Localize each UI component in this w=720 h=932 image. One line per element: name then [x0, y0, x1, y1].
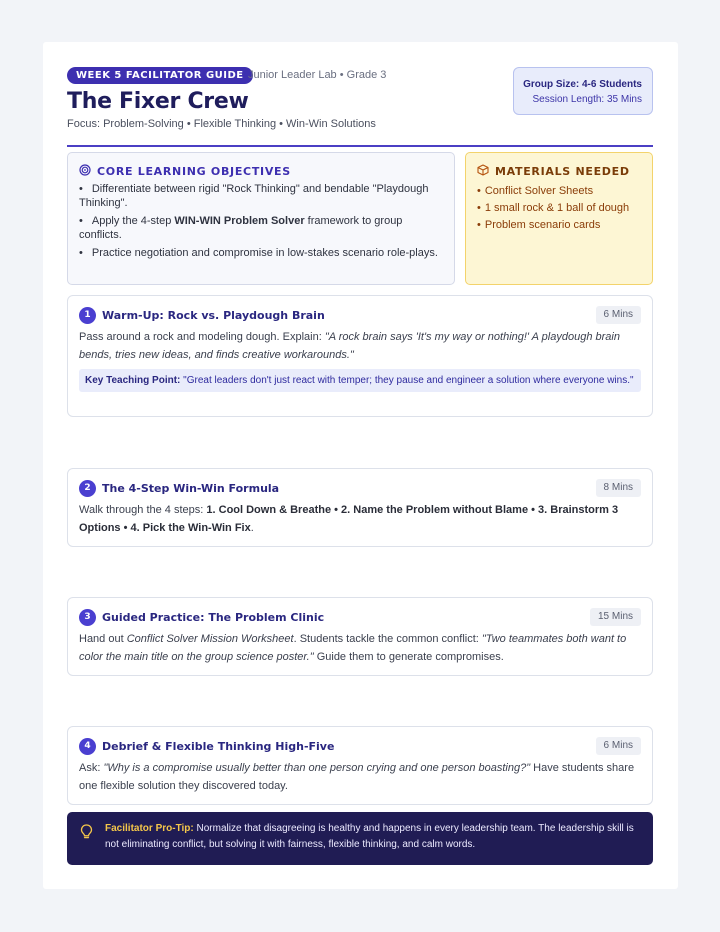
objective-item: • Practice negotiation and compromise in low-stakes scenario role-plays.	[79, 246, 443, 260]
duration-badge: 15 Mins	[590, 608, 641, 626]
duration-badge: 6 Mins	[596, 306, 641, 324]
activity-title: Debrief & Flexible Thinking High-Five	[102, 739, 335, 753]
target-icon	[79, 163, 91, 181]
program-label: Junior Leader Lab • Grade 3	[248, 69, 387, 81]
page-header	[67, 67, 653, 147]
key-teaching-point: Key Teaching Point: "Great leaders don't just react with temper; they pause and engineer a solution where everyone wins."	[79, 369, 641, 392]
activity-card-3	[67, 597, 653, 676]
page-title: The Fixer Crew	[67, 89, 249, 114]
activity-card-1	[67, 295, 653, 417]
session-info-box	[513, 67, 653, 115]
material-item: • Conflict Solver Sheets	[477, 183, 641, 200]
activity-card-2	[67, 468, 653, 547]
step-number: 4	[79, 738, 96, 755]
focus-line: Focus: Problem-Solving • Flexible Thinking • Win-Win Solutions	[67, 118, 376, 130]
materials-needed	[465, 152, 653, 285]
activity-description: Ask: "Why is a compromise usually better than one person crying and one person boasting?" Have students share one flexible solution they discovered today.	[79, 762, 635, 792]
material-item: • Problem scenario cards	[477, 217, 641, 234]
activity-title: Guided Practice: The Problem Clinic	[102, 610, 325, 624]
session-length: Session Length: 35 Mins	[532, 94, 642, 105]
activity-title: Warm-Up: Rock vs. Playdough Brain	[102, 308, 325, 322]
activity-description: Hand out Conflict Solver Mission Worksheet. Students tackle the common conflict: "Two teammates both want to color the main title on the group science poster." Guide them to generate compromises.	[79, 633, 627, 663]
objective-item: • Apply the 4-step WIN-WIN Problem Solver framework to group conflicts.	[79, 214, 443, 242]
step-number: 1	[79, 307, 96, 324]
duration-badge: 8 Mins	[596, 479, 641, 497]
learning-objectives	[67, 152, 455, 285]
pro-tip-text: Facilitator Pro-Tip: Normalize that disagreeing is healthy and happens in every leadership team. The leadership skill is not eliminating conflict, but solving it with fairness, flexible thinking, and calm words.	[105, 823, 634, 850]
facilitator-pro-tip	[67, 812, 653, 865]
material-item: • 1 small rock & 1 ball of dough	[477, 200, 641, 217]
step-number: 2	[79, 480, 96, 497]
objective-item: • Differentiate between rigid "Rock Thinking" and bendable "Playdough Thinking".	[79, 182, 443, 210]
group-size: Group Size: 4-6 Students	[523, 79, 642, 90]
duration-badge: 6 Mins	[596, 737, 641, 755]
guide-page	[43, 42, 678, 889]
activity-card-4	[67, 726, 653, 805]
materials-heading: MATERIALS NEEDED	[495, 165, 630, 178]
activity-description: Pass around a rock and modeling dough. Explain: "A rock brain says 'It's my way or nothing!' A playdough brain bends, tries new ideas, and finds creative workarounds."	[79, 331, 620, 361]
package-icon	[477, 163, 489, 181]
activity-title: The 4-Step Win-Win Formula	[102, 481, 280, 495]
week-badge: WEEK 5 FACILITATOR GUIDE	[67, 67, 253, 84]
step-number: 3	[79, 609, 96, 626]
activity-description: Walk through the 4 steps: 1. Cool Down & Breathe • 2. Name the Problem without Blame • 3. Brainstorm 3 Options • 4. Pick the Win-Win Fix.	[79, 504, 619, 534]
objectives-heading: CORE LEARNING OBJECTIVES	[97, 165, 291, 178]
lightbulb-icon	[80, 824, 93, 845]
